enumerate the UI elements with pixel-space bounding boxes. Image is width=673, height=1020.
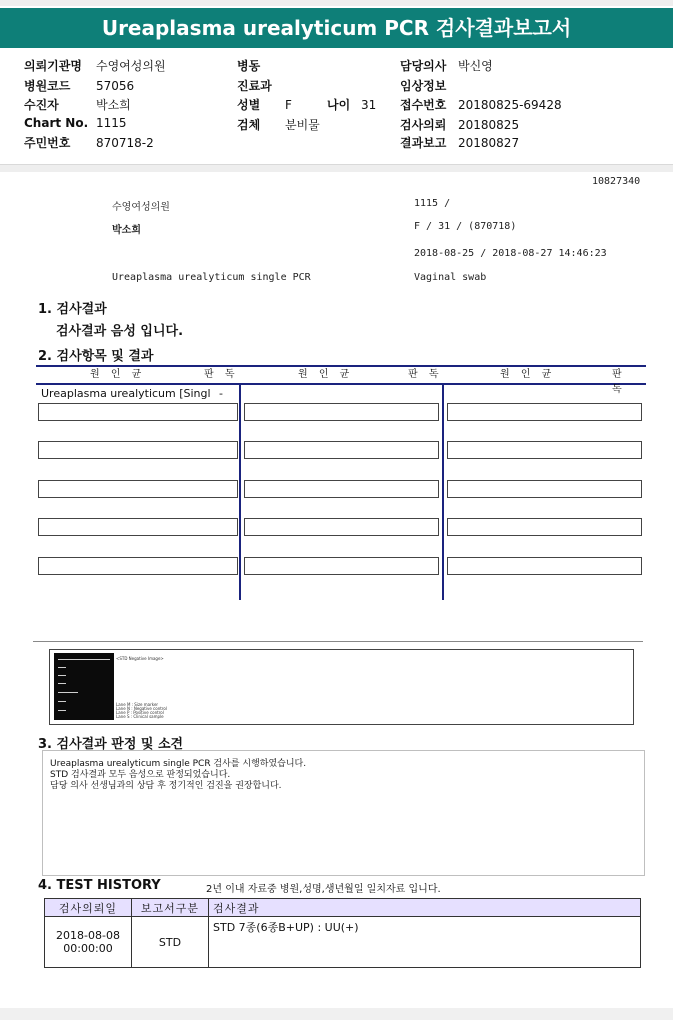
hospital-label: 의뢰기관명: [24, 59, 82, 73]
result-box: [244, 557, 439, 575]
gel-band: [58, 701, 66, 702]
hospital-value: 수영여성의원: [96, 59, 166, 73]
result-item-name: Ureaplasma urealyticum [Singl: [41, 387, 211, 400]
summary-specimen: Vaginal swab: [414, 272, 487, 283]
gel-image: [54, 653, 114, 720]
summary-hospital: 수영여성의원: [112, 202, 170, 213]
summary-dates: 2018-08-25 / 2018-08-27 14:46:23: [414, 248, 607, 259]
patient-label: 수진자: [24, 98, 59, 112]
report-title: Ureaplasma urealyticum PCR 검사결과보고서: [0, 8, 673, 48]
result-box: [447, 403, 642, 421]
result-box: [244, 518, 439, 536]
specimen-value: 분비물: [285, 118, 320, 132]
report-value: 20180827: [458, 136, 520, 150]
history-date: 2018-08-08: [56, 929, 120, 942]
result-box: [447, 518, 642, 536]
result-box: [38, 441, 238, 459]
history-col-date: 검사의뢰일: [45, 899, 132, 917]
header-ward: [237, 57, 260, 74]
gel-legend-3: Lane P : Positive control: [116, 710, 164, 715]
gel-legend-4: Lane S : Clinical sample: [116, 714, 164, 719]
header-clinical: [400, 77, 446, 94]
gel-caption: <STD Negative Image>: [116, 656, 164, 661]
opinion-line-2: STD 검사결과 모두 음성으로 판정되었습니다.: [50, 770, 231, 780]
hospcode-label: 병원코드: [24, 79, 71, 93]
column-divider-1: [239, 383, 241, 600]
gel-band: [58, 692, 78, 693]
sex-label: 성별: [237, 98, 261, 112]
header-hospcode: [24, 77, 134, 94]
header-sex-age: [237, 96, 376, 113]
history-col-result: 검사결과: [209, 899, 641, 917]
header-receipt: [400, 96, 562, 113]
doctor-value: 박신영: [458, 59, 493, 73]
section-divider: [33, 641, 643, 642]
gel-band: [58, 710, 66, 711]
history-time: 00:00:00: [63, 942, 113, 955]
gel-band: [58, 667, 66, 668]
col-pathogen-2: 원 인 균: [298, 369, 354, 380]
result-box: [447, 557, 642, 575]
sex-value: F: [285, 98, 292, 112]
history-note: 2년 이내 자료중 병원,성명,생년월일 일치자료 입니다.: [206, 884, 441, 895]
history-type: STD: [132, 917, 209, 968]
history-table: [44, 898, 641, 968]
section4-title: 4. TEST HISTORY: [38, 878, 161, 893]
section3-title: 3. 검사결과 판정 및 소견: [38, 737, 184, 752]
col-pathogen-3: 원 인 균: [500, 369, 556, 380]
column-divider-2: [442, 383, 444, 600]
gel-legend-2: Lane N : Negative control: [116, 706, 167, 711]
history-result: STD 7종(6종B+UP) : UU(+): [209, 917, 641, 968]
col-judgement-3: 판 독: [612, 369, 626, 395]
chart-label: Chart No.: [24, 116, 89, 130]
receipt-label: 접수번호: [400, 98, 447, 112]
result-box: [38, 518, 238, 536]
summary-test: Ureaplasma urealyticum single PCR: [112, 272, 311, 283]
bottom-strip: [0, 1008, 673, 1020]
result-box: [38, 403, 238, 421]
header-patient: [24, 96, 131, 113]
gel-band: [58, 675, 66, 676]
age-value: 31: [361, 98, 377, 112]
id-value: 870718-2: [96, 136, 154, 150]
result-box: [447, 480, 642, 498]
specimen-label: 검체: [237, 118, 261, 132]
patient-value: 박소희: [96, 98, 131, 112]
header-request: [400, 116, 519, 133]
col-pathogen-1: 원 인 균: [90, 369, 146, 380]
header-id: [24, 134, 154, 151]
header-doctor: [400, 57, 493, 74]
summary-demographics: F / 31 / (870718): [414, 221, 517, 232]
clinical-label: 임상정보: [400, 79, 447, 93]
col-judgement-2: 판 독: [408, 369, 443, 380]
gel-legend-1: Lane M : Size marker: [116, 702, 159, 707]
section1-result: 검사결과 음성 입니다.: [56, 324, 184, 339]
header-specimen: [237, 116, 320, 133]
request-value: 20180825: [458, 118, 520, 132]
col-judgement-1: 판 독: [204, 369, 239, 380]
table-row: [45, 917, 641, 968]
result-box: [244, 441, 439, 459]
gel-image-frame: [49, 649, 634, 725]
history-header-row: [45, 899, 641, 917]
receipt-value: 20180825-69428: [458, 98, 562, 112]
doc-number: 10827340: [592, 176, 641, 187]
header-chart: [24, 116, 127, 130]
doctor-label: 담당의사: [400, 59, 447, 73]
history-col-type: 보고서구분: [132, 899, 209, 917]
result-box: [38, 557, 238, 575]
gel-band: [58, 659, 110, 660]
ward-label: 병동: [237, 59, 261, 73]
request-label: 검사의뢰: [400, 118, 447, 132]
summary-chart: 1115 /: [414, 198, 451, 209]
top-strip: [0, 0, 673, 6]
opinion-line-3: 담당 의사 선생님과의 상담 후 정기적인 검진을 권장합니다.: [50, 781, 282, 791]
report-label: 결과보고: [400, 136, 447, 150]
opinion-box: [42, 750, 645, 876]
result-item-judgement: -: [219, 387, 223, 400]
id-label: 주민번호: [24, 136, 71, 150]
header-hospital: [24, 57, 166, 74]
chart-value: 1115: [96, 116, 127, 130]
header-report: [400, 134, 519, 151]
section1-title: 1. 검사결과: [38, 302, 107, 317]
hospcode-value: 57056: [96, 79, 135, 93]
dept-label: 진료과: [237, 79, 272, 93]
opinion-line-1: Ureaplasma urealyticum single PCR 검사를 시행하였습니다.: [50, 759, 307, 769]
section2-title: 2. 검사항목 및 결과: [38, 349, 154, 364]
gel-band: [58, 683, 66, 684]
age-label: 나이: [327, 98, 351, 112]
result-box: [38, 480, 238, 498]
summary-patient: 박소희: [112, 225, 141, 236]
header-separator: [0, 164, 673, 172]
history-date-cell: [45, 917, 132, 968]
result-box: [447, 441, 642, 459]
result-box: [244, 480, 439, 498]
header-dept: [237, 77, 272, 94]
result-box: [244, 403, 439, 421]
